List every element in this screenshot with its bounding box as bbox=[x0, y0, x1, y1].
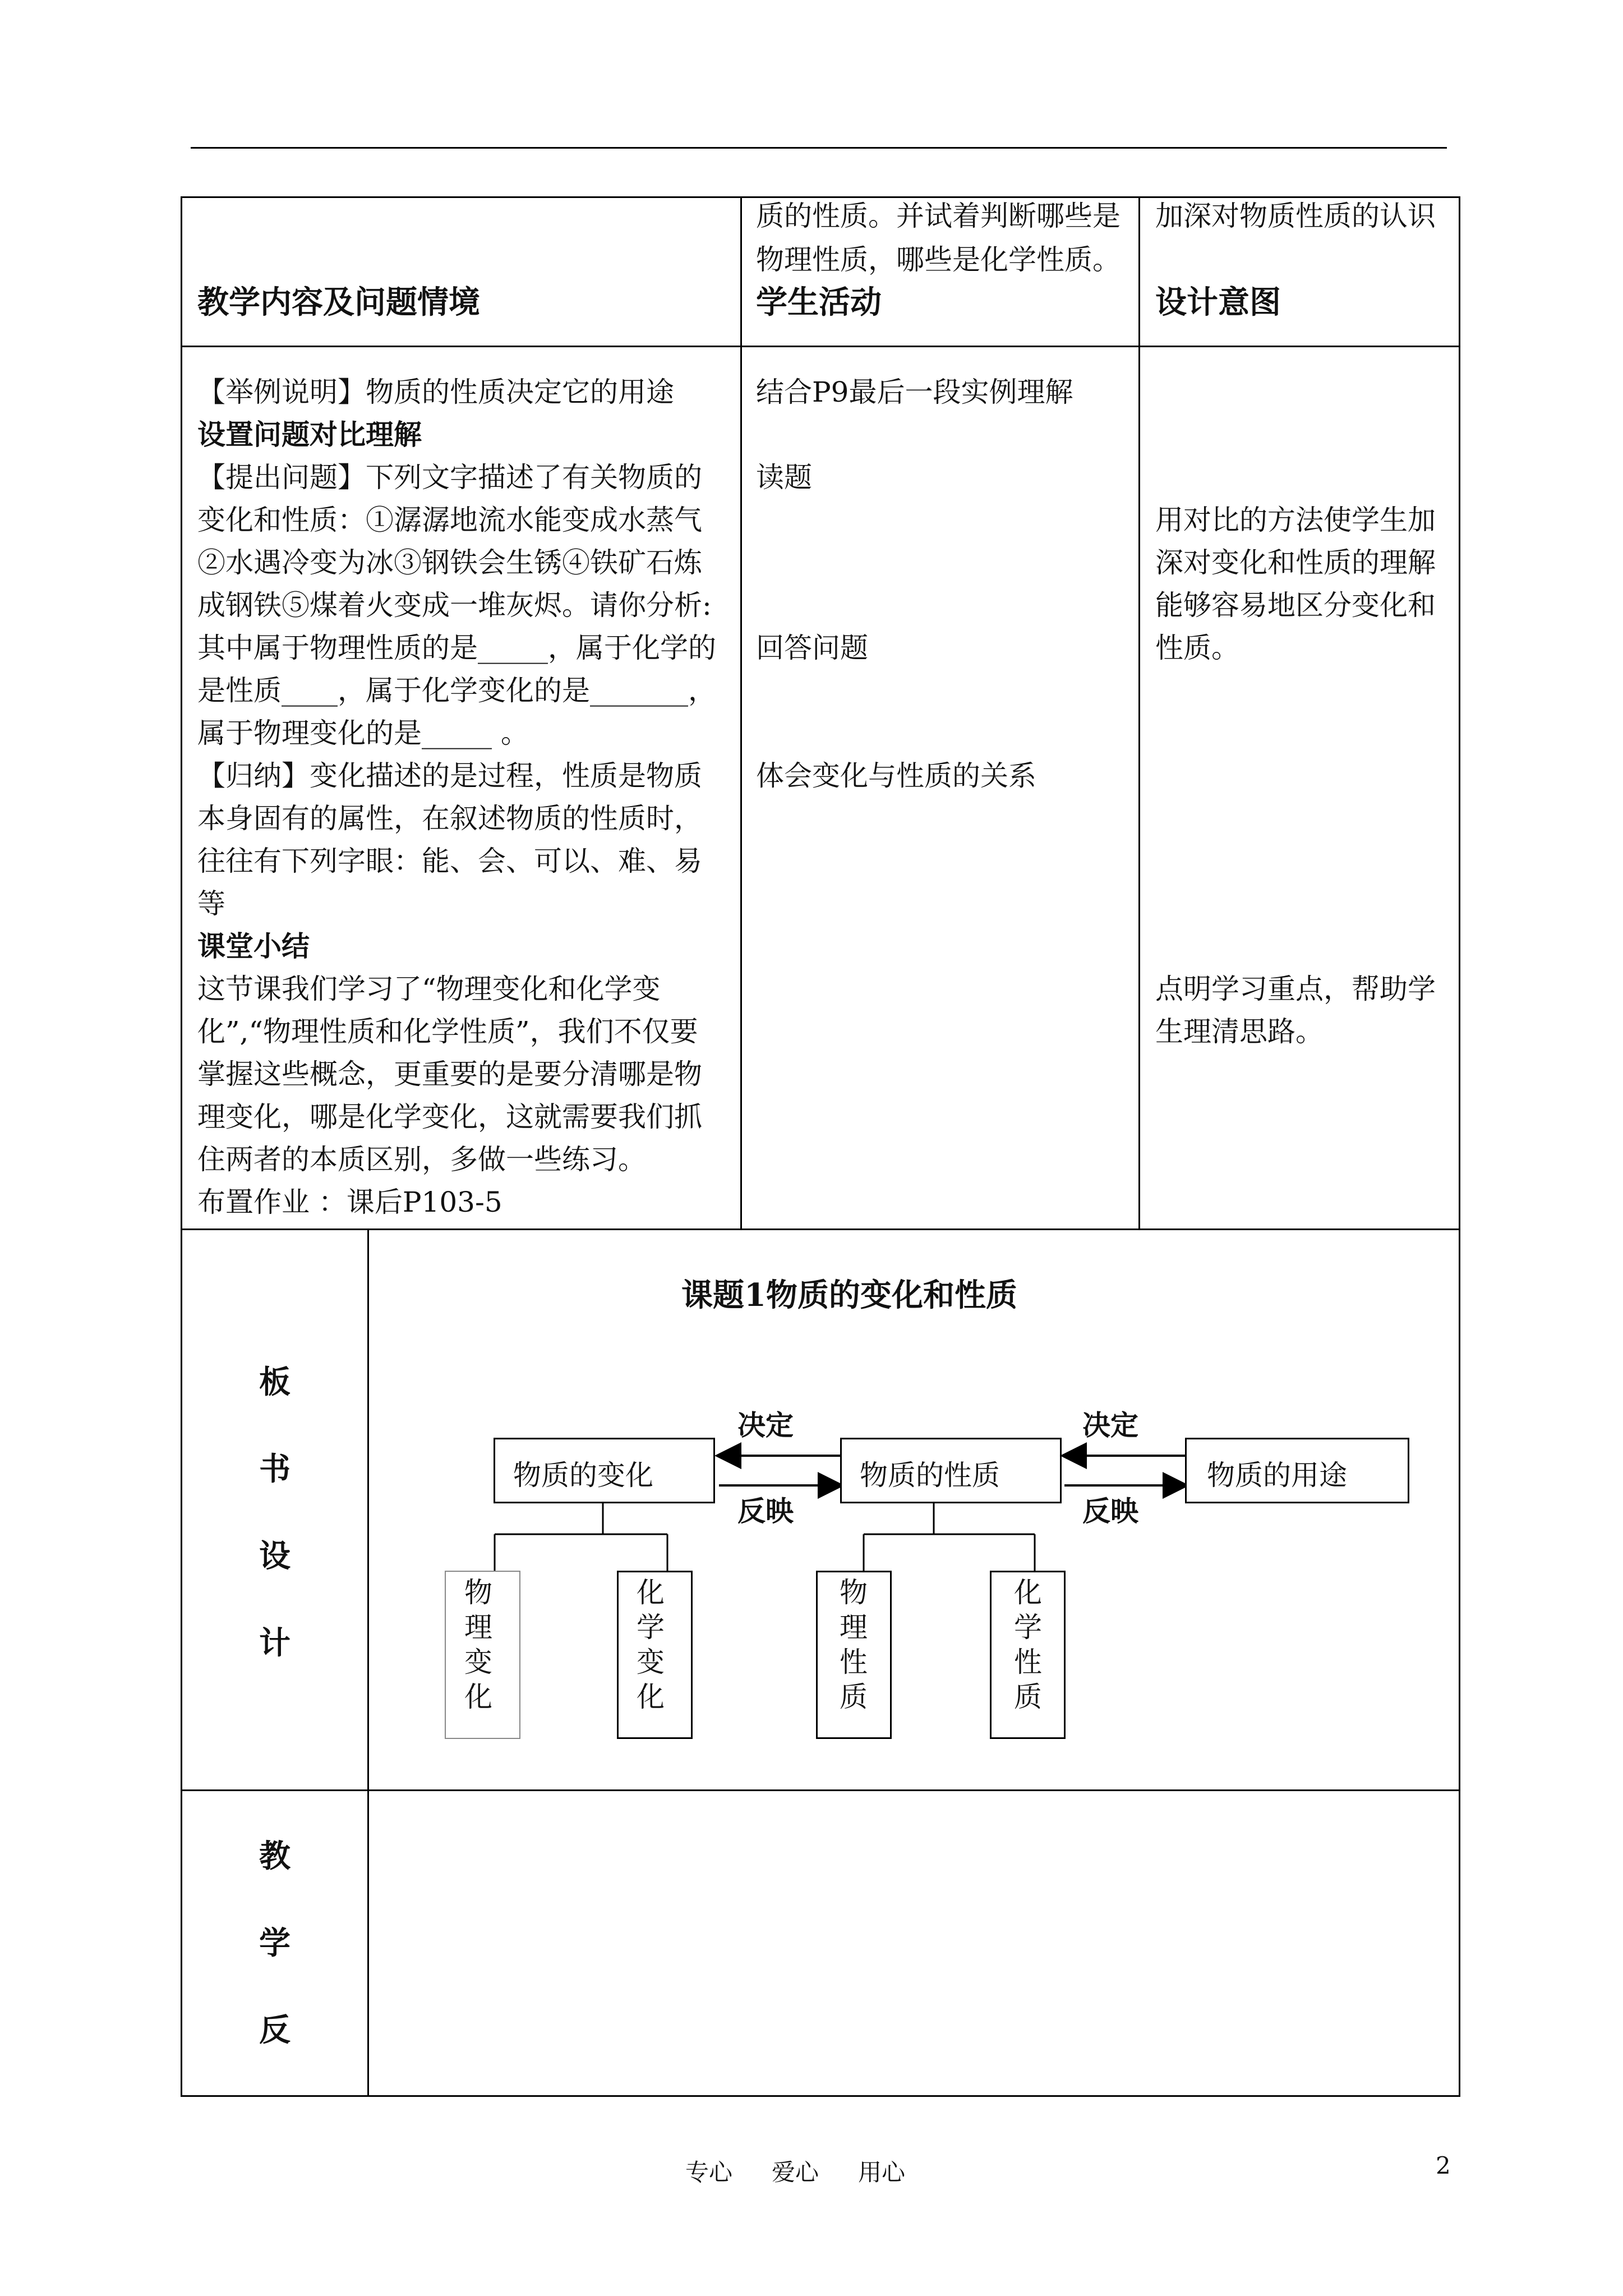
page-number: 2 bbox=[1436, 2152, 1451, 2179]
footer-slogan-3: 用心 bbox=[858, 2159, 906, 2186]
col2-header: 学生活动 bbox=[756, 284, 882, 321]
col2-line: 体会变化与性质的关系 bbox=[756, 760, 1036, 792]
col1-line: 本身固有的属性，在叙述物质的性质时， bbox=[197, 802, 702, 835]
col1-line: 是性质____，属于化学变化的是_______， bbox=[197, 674, 716, 707]
col3-line: 能够容易地区分变化和 bbox=[1155, 589, 1436, 622]
box-substance-property-label: 物质的性质 bbox=[860, 1459, 1000, 1492]
col2-line: 回答问题 bbox=[756, 632, 868, 664]
col3-line: 用对比的方法使学生加 bbox=[1155, 504, 1436, 536]
subbox-physical-change-label: 物理变化 bbox=[464, 1576, 492, 1713]
col1-header: 教学内容及问题情境 bbox=[197, 284, 480, 321]
board-label-char: 计 bbox=[259, 1625, 291, 1662]
footer-slogan-2: 爱心 bbox=[772, 2159, 819, 2186]
col1-line: 【归纳】变化描述的是过程，性质是物质 bbox=[197, 760, 702, 792]
col1-line: 属于物理变化的是_____ 。 bbox=[197, 717, 529, 749]
box-substance-change-label: 物质的变化 bbox=[513, 1459, 653, 1492]
board-label-char: 书 bbox=[259, 1451, 291, 1488]
col1-line: 这节课我们学习了“物理变化和化学变 bbox=[197, 973, 661, 1005]
col1-line: 往往有下列字眼：能、会、可以、难、易 bbox=[197, 845, 702, 877]
col2-carry-line2: 物理性质，哪些是化学性质。 bbox=[756, 243, 1121, 276]
subbox-chemical-property-label: 化学性质 bbox=[1014, 1576, 1042, 1713]
board-label-char: 板 bbox=[259, 1364, 291, 1401]
col1-line: 其中属于物理性质的是_____，属于化学的 bbox=[197, 632, 716, 664]
col1-line: 变化和性质：①潺潺地流水能变成水蒸气 bbox=[197, 504, 702, 536]
col1-line: ②水遇冷变为冰③钢铁会生锈④铁矿石炼 bbox=[197, 546, 702, 579]
reflection-label-char: 学 bbox=[259, 1925, 291, 1962]
col2-line: 读题 bbox=[756, 461, 812, 494]
board-label-char: 设 bbox=[259, 1538, 291, 1575]
col3-line: 性质。 bbox=[1155, 632, 1239, 664]
arrow-label-decide-1: 决定 bbox=[737, 1409, 794, 1442]
col2-line: 结合P9最后一段实例理解 bbox=[756, 376, 1073, 408]
homework-line: 布置作业 ：课后P103-5 bbox=[197, 1186, 502, 1218]
arrow-label-reflect-2: 反映 bbox=[1082, 1494, 1138, 1527]
arrow-label-reflect-1: 反映 bbox=[737, 1494, 794, 1527]
col1-heading: 课堂小结 bbox=[197, 930, 310, 963]
col3-header: 设计意图 bbox=[1155, 284, 1281, 321]
col1-line: 住两者的本质区别，多做一些练习。 bbox=[197, 1143, 646, 1176]
board-title: 课题1物质的变化和性质 bbox=[681, 1277, 1017, 1314]
arrow-label-decide-2: 决定 bbox=[1082, 1409, 1138, 1442]
col1-heading: 设置问题对比理解 bbox=[197, 418, 422, 451]
subbox-physical-property-label: 物理性质 bbox=[840, 1576, 868, 1713]
col3-carry-line1: 加深对物质性质的认识 bbox=[1155, 200, 1436, 232]
col1-line: 【举例说明】物质的性质决定它的用途 bbox=[197, 376, 674, 408]
footer-slogan-1: 专心 bbox=[685, 2159, 733, 2186]
col3-line: 点明学习重点，帮助学 bbox=[1155, 973, 1436, 1005]
col1-line: 化”,“物理性质和化学性质”，我们不仅要 bbox=[197, 1015, 698, 1048]
col1-line: 掌握这些概念，更重要的是要分清哪是物 bbox=[197, 1058, 702, 1091]
col2-carry-line1: 质的性质。并试着判断哪些是 bbox=[756, 200, 1121, 232]
col3-line: 生理清思路。 bbox=[1155, 1015, 1324, 1048]
reflection-label-char: 反 bbox=[259, 2012, 291, 2049]
col3-line: 深对变化和性质的理解 bbox=[1155, 546, 1436, 579]
reflection-label-char: 教 bbox=[259, 1838, 291, 1875]
col1-line: 理变化，哪是化学变化，这就需要我们抓 bbox=[197, 1101, 702, 1133]
box-substance-use-label: 物质的用途 bbox=[1207, 1459, 1347, 1492]
col1-line: 【提出问题】下列文字描述了有关物质的 bbox=[197, 461, 702, 494]
subbox-chemical-change-label: 化学变化 bbox=[637, 1576, 665, 1713]
col1-line: 等 bbox=[197, 887, 225, 920]
col1-line: 成钢铁⑤煤着火变成一堆灰烬。请你分析: bbox=[197, 589, 712, 622]
